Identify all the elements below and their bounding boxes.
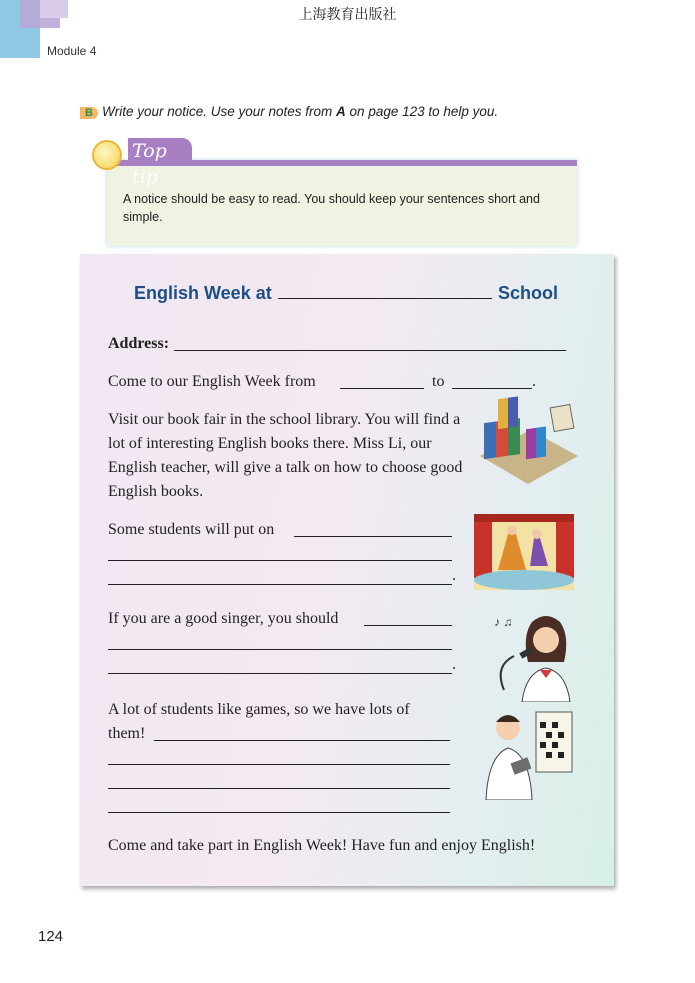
singer-illustration [492, 610, 582, 702]
to-date-blank[interactable] [452, 388, 532, 389]
instruction-bold: A [336, 104, 346, 119]
games-blank-2[interactable] [108, 764, 450, 765]
notice-card [80, 254, 614, 886]
singer-text: If you are a good singer, you should [108, 610, 339, 627]
from-date-blank[interactable] [340, 388, 424, 389]
singer-blank-3[interactable] [108, 673, 452, 674]
top-tip-text: A notice should be easy to read. You should keep your sentences short and simple. [123, 192, 540, 224]
come-period: . [532, 373, 536, 390]
address-label: Address: [108, 335, 170, 352]
students-blank-3[interactable] [108, 584, 452, 585]
students-text: Some students will put on [108, 521, 275, 538]
notice-title [134, 280, 558, 304]
top-tip-box [107, 160, 577, 246]
address-blank[interactable] [174, 350, 566, 351]
instruction-text: Write your notice. Use your notes from [101, 104, 337, 119]
students-blank-1[interactable] [294, 536, 452, 537]
instruction-text-end: on page 123 to help you. [345, 104, 499, 119]
top-tip-label: Top tip [128, 138, 192, 164]
svg-text:♪ ♫: ♪ ♫ [494, 615, 513, 629]
top-tip-tab [92, 138, 192, 188]
games-blank-1[interactable] [154, 740, 450, 741]
lightbulb-icon [92, 140, 122, 170]
students-blank-2[interactable] [108, 560, 452, 561]
come-to-text: to [432, 373, 445, 390]
page-number: 124 [38, 928, 64, 945]
task-instruction [80, 104, 498, 119]
come-text: Come to our English Week from [108, 373, 316, 390]
crossword-boy-illustration [478, 708, 578, 800]
closing-text: Come and take part in English Week! Have fun and enjoy English! [108, 837, 536, 854]
school-name-blank[interactable] [278, 280, 492, 299]
notice-title-end: School [497, 283, 558, 303]
task-badge: B [80, 107, 98, 119]
module-label: Module 4 [47, 44, 97, 58]
games-text: A lot of students like games, so we have lots of them! [108, 701, 410, 742]
book-fair-text: Visit our book fair in the school library. You will find a lot of interesting English books there. Miss Li, our English teacher, will give a talk on how to choose good English books. [108, 411, 463, 500]
publisher-name: 上海教育出版社 [298, 7, 397, 23]
books-illustration [478, 396, 582, 488]
games-blank-4[interactable] [108, 812, 450, 813]
games-blank-3[interactable] [108, 788, 450, 789]
notice-title-start: English Week at [134, 283, 272, 303]
students-period: . [452, 567, 456, 584]
singer-period: . [452, 656, 456, 673]
stage-play-illustration [474, 514, 574, 590]
singer-blank-1[interactable] [364, 625, 452, 626]
singer-blank-2[interactable] [108, 649, 452, 650]
